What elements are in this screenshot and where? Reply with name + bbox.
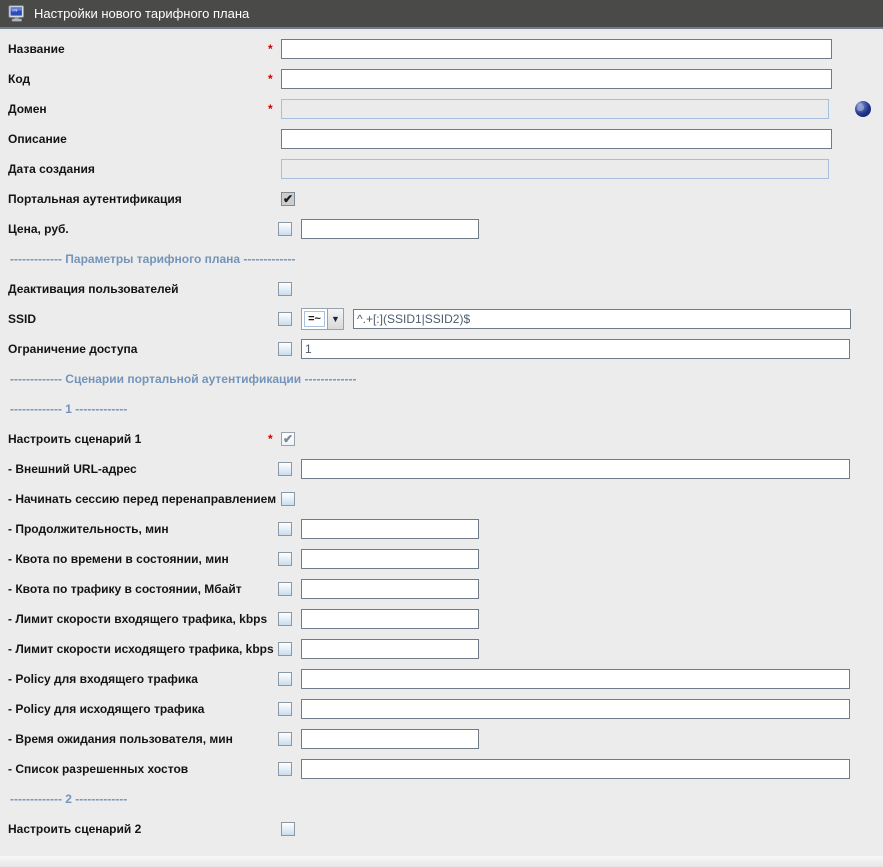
start-session-label: - Начинать сессию перед перенаправлением <box>8 492 277 506</box>
limit-out-input[interactable] <box>301 639 479 659</box>
code-label: Код <box>8 72 31 86</box>
portal-auth-checkbox[interactable] <box>281 192 295 206</box>
form-row-domain <box>0 94 883 124</box>
time-quota-input[interactable] <box>301 549 479 569</box>
scenario2-checkbox[interactable] <box>281 822 295 836</box>
section-title-2: ------------- 2 ------------- <box>10 792 128 806</box>
form-row-traffic-quota <box>0 574 883 604</box>
price-input[interactable] <box>301 219 479 239</box>
svg-text:xml: xml <box>12 8 18 13</box>
creation-date-label: Дата создания <box>8 162 95 176</box>
wait-time-input[interactable] <box>301 729 479 749</box>
limit-in-input[interactable] <box>301 609 479 629</box>
form-row-wait-time <box>0 724 883 754</box>
description-label: Описание <box>8 132 67 146</box>
code-input[interactable] <box>281 69 832 89</box>
form-row-time-quota <box>0 544 883 574</box>
price-checkbox[interactable] <box>278 222 292 236</box>
wait-time-checkbox[interactable] <box>278 732 292 746</box>
time-quota-checkbox[interactable] <box>278 552 292 566</box>
form-row-scenario2 <box>0 814 883 844</box>
domain-label: Домен <box>8 102 47 116</box>
form-row-limit-in <box>0 604 883 634</box>
form-row-policy-in <box>0 664 883 694</box>
ssid-input[interactable] <box>353 309 851 329</box>
section-row-2 <box>0 784 883 814</box>
ssid-checkbox[interactable] <box>278 312 292 326</box>
chevron-down-icon: ▼ <box>331 314 340 324</box>
limit-out-label: - Лимит скорости исходящего трафика, kbps <box>8 642 274 656</box>
policy-in-checkbox[interactable] <box>278 672 292 686</box>
required-marker: * <box>268 72 273 86</box>
form-row-code <box>0 64 883 94</box>
form-row-scenario1 <box>0 424 883 454</box>
access-limit-input[interactable] <box>301 339 850 359</box>
wait-time-label: - Время ожидания пользователя, мин <box>8 732 233 746</box>
duration-input[interactable] <box>301 519 479 539</box>
form-row-limit-out <box>0 634 883 664</box>
deactivation-checkbox[interactable] <box>278 282 292 296</box>
bottom-panel-edge <box>0 856 883 867</box>
section-title-plan-params: ------------- Параметры тарифного плана ------------- <box>10 252 296 266</box>
section-row-plan-params <box>0 244 883 274</box>
scenario1-checkbox[interactable] <box>281 432 295 446</box>
form-row-deactivation <box>0 274 883 304</box>
policy-in-label: - Policy для входящего трафика <box>8 672 198 686</box>
globe-icon[interactable] <box>855 101 871 117</box>
description-input[interactable] <box>281 129 832 149</box>
access-limit-label: Ограничение доступа <box>8 342 138 356</box>
ssid-operator-value: =~ <box>304 311 325 327</box>
policy-out-input[interactable] <box>301 699 850 719</box>
policy-in-input[interactable] <box>301 669 850 689</box>
access-limit-checkbox[interactable] <box>278 342 292 356</box>
ssid-label: SSID <box>8 312 37 326</box>
required-marker: * <box>268 432 273 446</box>
limit-in-checkbox[interactable] <box>278 612 292 626</box>
form-row-creation-date <box>0 154 883 184</box>
ext-url-checkbox[interactable] <box>278 462 292 476</box>
monitor-icon <box>8 5 26 22</box>
limit-out-checkbox[interactable] <box>278 642 292 656</box>
form-row-policy-out <box>0 694 883 724</box>
scenario2-label: Настроить сценарий 2 <box>8 822 142 836</box>
form-row-allowed-hosts <box>0 754 883 784</box>
traffic-quota-label: - Квота по трафику в состоянии, Мбайт <box>8 582 242 596</box>
form-row-start-session <box>0 484 883 514</box>
page-title: Настройки нового тарифного плана <box>34 6 250 21</box>
section-title-1: ------------- 1 ------------- <box>10 402 128 416</box>
ssid-operator-select[interactable] <box>301 308 344 330</box>
portal-auth-label: Портальная аутентификация <box>8 192 182 206</box>
checkmark-icon: ✔ <box>282 431 294 446</box>
window-header <box>0 0 883 29</box>
required-marker: * <box>268 42 273 56</box>
section-row-portal-scenarios <box>0 364 883 394</box>
policy-out-label: - Policy для исходящего трафика <box>8 702 205 716</box>
name-label: Название <box>8 42 65 56</box>
form-row-access-limit <box>0 334 883 364</box>
required-marker: * <box>268 102 273 116</box>
checkmark-icon: ✔ <box>282 191 294 206</box>
form-row-description <box>0 124 883 154</box>
allowed-hosts-input[interactable] <box>301 759 850 779</box>
form-row-duration <box>0 514 883 544</box>
name-input[interactable] <box>281 39 832 59</box>
tariff-plan-form <box>0 29 883 844</box>
start-session-checkbox[interactable] <box>281 492 295 506</box>
combo-dropdown-button[interactable] <box>327 309 343 329</box>
allowed-hosts-label: - Список разрешенных хостов <box>8 762 189 776</box>
deactivation-label: Деактивация пользователей <box>8 282 179 296</box>
limit-in-label: - Лимит скорости входящего трафика, kbps <box>8 612 268 626</box>
traffic-quota-input[interactable] <box>301 579 479 599</box>
duration-label: - Продолжительность, мин <box>8 522 169 536</box>
policy-out-checkbox[interactable] <box>278 702 292 716</box>
price-label: Цена, руб. <box>8 222 69 236</box>
form-row-price <box>0 214 883 244</box>
form-row-name <box>0 34 883 64</box>
domain-input <box>281 99 829 119</box>
time-quota-label: - Квота по времени в состоянии, мин <box>8 552 229 566</box>
scenario1-label: Настроить сценарий 1 <box>8 432 142 446</box>
section-row-1 <box>0 394 883 424</box>
ext-url-input[interactable] <box>301 459 850 479</box>
traffic-quota-checkbox[interactable] <box>278 582 292 596</box>
form-row-ext-url <box>0 454 883 484</box>
form-row-ssid <box>0 304 883 334</box>
section-title-portal-scenarios: ------------- Сценарии портальной аутентификации ------------- <box>10 372 357 386</box>
form-row-portal-auth <box>0 184 883 214</box>
allowed-hosts-checkbox[interactable] <box>278 762 292 776</box>
duration-checkbox[interactable] <box>278 522 292 536</box>
ext-url-label: - Внешний URL-адрес <box>8 462 137 476</box>
creation-date-input <box>281 159 829 179</box>
